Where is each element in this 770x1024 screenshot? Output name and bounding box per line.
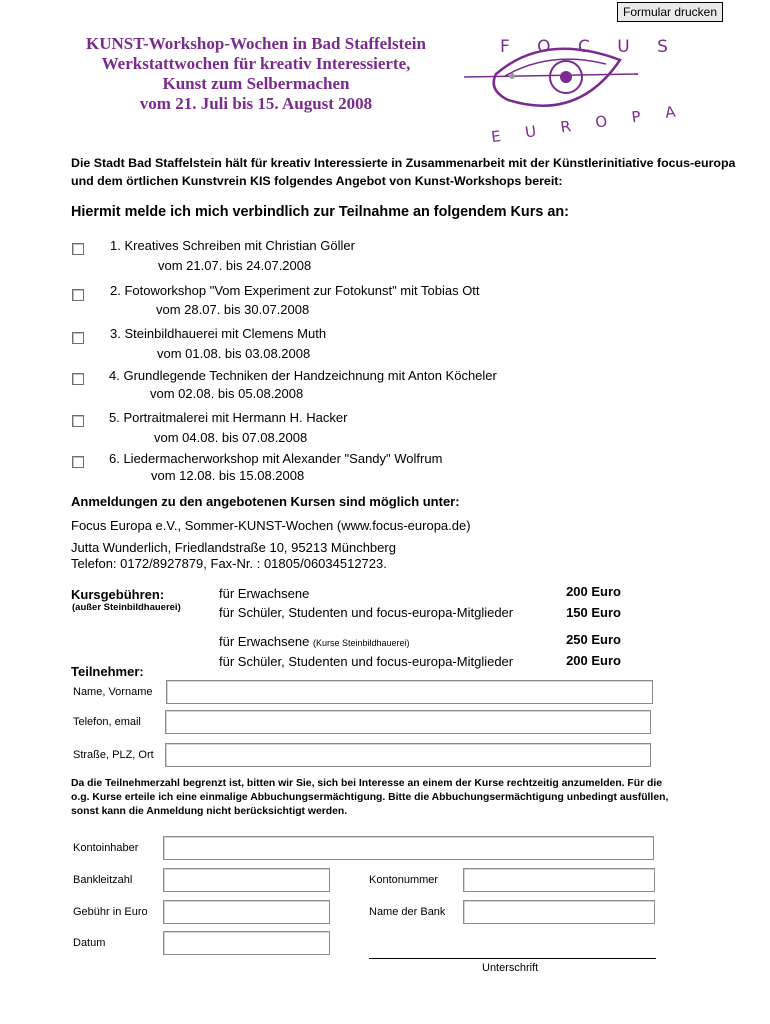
account-number-field[interactable]: [463, 868, 655, 892]
course-1-dates: vom 21.07. bis 24.07.2008: [158, 258, 312, 273]
course-4-title: 4. Grundlegende Techniken der Handzeichnung mit Anton Köcheler: [109, 368, 497, 383]
course-2-checkbox[interactable]: [72, 289, 84, 301]
signature-label: Unterschrift: [482, 962, 539, 974]
course-5-dates: vom 04.08. bis 07.08.2008: [154, 430, 308, 445]
print-form-button[interactable]: Formular drucken: [617, 2, 723, 22]
title-line-1: KUNST-Workshop-Wochen in Bad Staffelstein: [86, 34, 426, 53]
account-number-label: Kontonummer: [369, 874, 439, 886]
phone-email-label: Telefon, email: [73, 716, 141, 728]
course-4-dates: vom 02.08. bis 05.08.2008: [150, 386, 304, 401]
bank-name-field[interactable]: [463, 900, 655, 924]
title-line-3: Kunst zum Selbermachen: [162, 74, 350, 93]
fee-stone-reduced-label: für Schüler, Studenten und focus-europa-Mitglieder: [219, 654, 514, 669]
course-1-checkbox[interactable]: [72, 243, 84, 255]
account-holder-label: Kontoinhaber: [73, 842, 139, 854]
signature-line: [369, 958, 656, 959]
fee-stone-adults-price: 250 Euro: [566, 632, 621, 647]
contact-phone: Telefon: 0172/8927879, Fax-Nr. : 01805/06034512723.: [71, 556, 387, 571]
course-5-checkbox[interactable]: [72, 415, 84, 427]
fee-adults-price: 200 Euro: [566, 584, 621, 599]
course-3-checkbox[interactable]: [72, 332, 84, 344]
logo-text-bottom: E U R O P A: [490, 101, 687, 147]
fee-amount-label: Gebühr in Euro: [73, 906, 148, 918]
course-3-dates: vom 01.08. bis 03.08.2008: [157, 346, 311, 361]
course-3-title: 3. Steinbildhauerei mit Clemens Muth: [110, 326, 327, 341]
registration-info-heading: Anmeldungen zu den angebotenen Kursen sind möglich unter:: [71, 494, 460, 509]
fee-stone-adults-label: [219, 634, 410, 649]
fee-stone-reduced-price: 200 Euro: [566, 653, 621, 668]
date-field[interactable]: [163, 931, 330, 955]
address-label: Straße, PLZ, Ort: [73, 749, 154, 761]
course-1-title: 1. Kreatives Schreiben mit Christian Göller: [110, 238, 355, 253]
course-6-checkbox[interactable]: [72, 456, 84, 468]
fee-stone-adults-text: für Erwachsene: [219, 634, 310, 649]
bank-name-label: Name der Bank: [369, 906, 446, 918]
registration-heading: Hiermit melde ich mich verbindlich zur Teilnahme an folgendem Kurs an:: [71, 204, 569, 220]
fees-label: Kursgebühren:: [71, 587, 165, 602]
fee-reduced-price: 150 Euro: [566, 605, 621, 620]
bank-code-label: Bankleitzahl: [73, 874, 133, 886]
course-2-title: 2. Fotoworkshop "Vom Experiment zur Fotokunst" mit Tobias Ott: [110, 283, 480, 298]
page-title: [70, 34, 442, 114]
contact-address: Jutta Wunderlich, Friedlandstraße 10, 95213 Münchberg: [71, 540, 396, 555]
title-line-2: Werkstattwochen für kreativ Interessierte,: [101, 54, 411, 73]
course-5-title: 5. Portraitmalerei mit Hermann H. Hacker: [109, 410, 348, 425]
name-label: Name, Vorname: [73, 686, 153, 698]
date-label: Datum: [73, 937, 106, 949]
focus-europa-logo: [460, 34, 687, 147]
fees-note: (außer Steinbildhauerei): [72, 602, 181, 613]
bank-code-field[interactable]: [163, 868, 330, 892]
address-field[interactable]: [165, 743, 651, 767]
fee-adults-label: für Erwachsene: [219, 586, 310, 601]
phone-email-field[interactable]: [165, 710, 651, 734]
fee-stone-note: (Kurse Steinbildhauerei): [312, 638, 410, 648]
intro-text: Die Stadt Bad Staffelstein hält für kreativ Interessierte in Zusammenarbeit mit der Künstlerinitiative focus-europa und dem örtlichen Kunstvrein KIS folgendes Angebot von Kunst-Workshops bereit:: [71, 156, 736, 188]
course-6-title: 6. Liedermacherworkshop mit Alexander "Sandy" Wolfrum: [109, 451, 443, 466]
participant-label: Teilnehmer:: [71, 664, 144, 679]
fee-reduced-label: für Schüler, Studenten und focus-europa-Mitglieder: [219, 605, 514, 620]
course-2-dates: vom 28.07. bis 30.07.2008: [156, 302, 310, 317]
course-6-dates: vom 12.08. bis 15.08.2008: [151, 468, 305, 483]
direct-debit-notice: Da die Teilnehmerzahl begrenzt ist, bitten wir Sie, sich bei Interesse an einem der Kurse rechtzeitig anzumelden. Für die o.g. Kurse erteile ich eine einmalige Abbuchungsermächtigung. Bitte die Abbuchungsermächtigung unbedingt ausfüllen, sonst kann die Anmeldung nicht berücksichtigt werden.: [71, 778, 669, 817]
name-field[interactable]: [166, 680, 653, 704]
contact-organization: Focus Europa e.V., Sommer-KUNST-Wochen (www.focus-europa.de): [71, 518, 471, 533]
title-line-4: vom 21. Juli bis 15. August 2008: [139, 94, 373, 113]
account-holder-field[interactable]: [163, 836, 654, 860]
fee-amount-field[interactable]: [163, 900, 330, 924]
course-4-checkbox[interactable]: [72, 373, 84, 385]
logo-text-top: F O C U S: [500, 37, 679, 57]
